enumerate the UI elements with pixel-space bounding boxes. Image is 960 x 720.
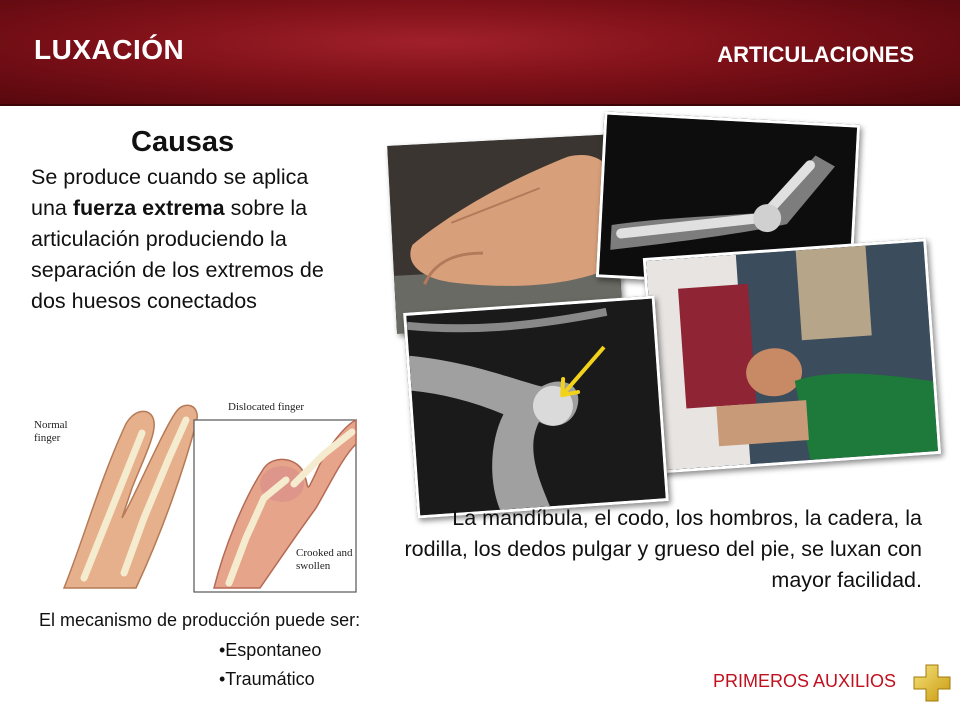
causes-text-part-2: sobre la articulación produciendo la separación de los extremos de dos huesos conectados [31, 196, 324, 313]
causes-text-bold: fuerza extrema [72, 196, 225, 220]
first-aid-cross-icon [912, 663, 952, 703]
header-banner [0, 0, 960, 106]
header-divider [0, 104, 960, 106]
mechanism-item-spontaneous: •Espontaneo [219, 640, 322, 660]
section-title: ARTICULACIONES [717, 42, 914, 67]
label-crooked-line2: swollen [296, 560, 331, 572]
causes-heading: Causas [131, 126, 235, 158]
causes-description [31, 162, 331, 317]
mechanism-item-traumatic: •Traumático [219, 669, 315, 689]
athlete-injury-photo [643, 238, 941, 473]
shoulder-xray [403, 295, 669, 518]
footer-label: PRIMEROS AUXILIOS [712, 671, 896, 691]
finger-dislocation-diagram [24, 388, 360, 594]
mechanism-intro: El mecanismo de producción puede ser: [39, 610, 361, 630]
causes-text-part-1: Se produce cuando se aplica una [31, 165, 309, 220]
commonly-dislocated-joints-text: La mandíbula, el codo, los hombros, la cadera, la rodilla, los dedos pulgar y grueso del pie, se luxan con mayor facilidad. [404, 506, 922, 592]
label-normal-line2: finger [34, 432, 61, 444]
label-dislocated: Dislocated finger [228, 401, 305, 413]
page-title: LUXACIÓN [34, 34, 185, 65]
label-crooked-line1: Crooked and [296, 547, 353, 559]
label-normal-line1: Normal [34, 419, 68, 431]
